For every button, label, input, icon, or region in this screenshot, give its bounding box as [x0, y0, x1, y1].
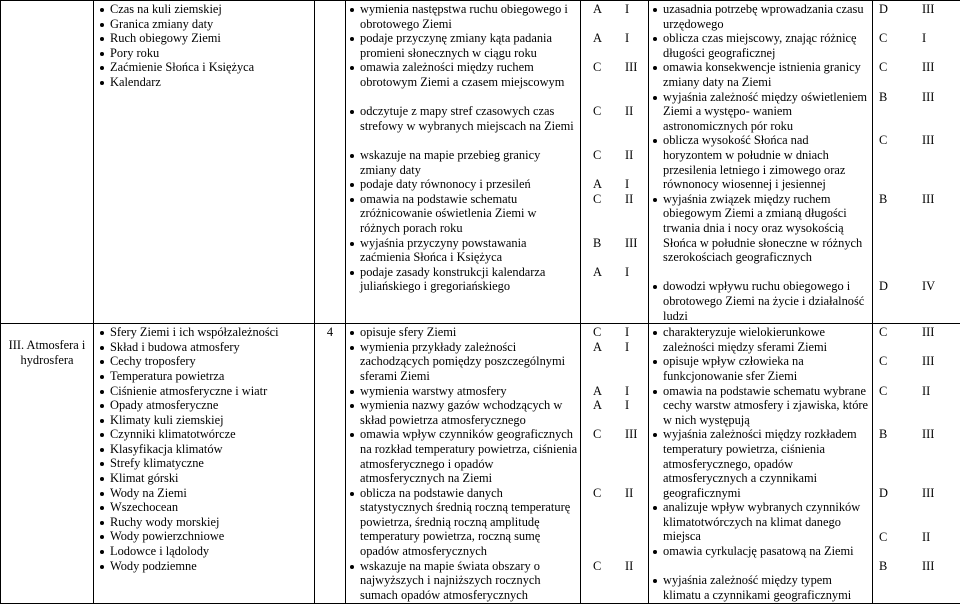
requirement-code-row — [583, 265, 648, 294]
requirement-taxonomy: II — [922, 383, 931, 398]
requirement-taxonomy: I — [625, 325, 630, 340]
requirement-taxonomy: I — [625, 383, 630, 398]
requirement-item — [651, 192, 870, 280]
topic-item: Klasyfikacja klimatów — [96, 442, 312, 457]
topic-item: Wody podziemne — [96, 559, 312, 574]
topic-item: Skład i budowa atmosfery — [96, 340, 312, 355]
requirement-taxonomy: III — [922, 60, 935, 75]
requirement-item — [348, 427, 578, 485]
requirement-taxonomy: I — [625, 339, 630, 354]
requirement-taxonomy: III — [625, 427, 638, 442]
requirement-text: podaje przyczynę zmiany kąta padania promieni słonecznych w ciągu roku — [360, 31, 552, 60]
extended-requirements-cell — [649, 1, 873, 324]
requirement-item — [348, 148, 578, 177]
requirement-text: oblicza wysokość Słońca nad horyzontem w południe w dniach przesilenia letniego i zimowego oraz równonocy wiosennej i jesiennej — [663, 133, 846, 192]
requirement-item — [651, 279, 870, 323]
requirement-text: oblicza na podstawie danych statystycznych średnią roczną temperaturę powietrza, średnią roczną amplitudę temperatury powietrza, roczną sumę opadów atmosferycznych — [360, 485, 571, 559]
requirement-level: C — [879, 31, 888, 46]
topic-item: Sfery Ziemi i ich współzależności — [96, 325, 312, 340]
requirement-level: D — [879, 279, 888, 294]
basic-requirements-list — [348, 325, 578, 602]
requirement-code-row — [583, 31, 648, 60]
topics-cell — [94, 1, 315, 324]
topic-item: Wszechocean — [96, 500, 312, 515]
requirement-level: C — [593, 147, 602, 162]
requirement-item — [651, 325, 870, 354]
requirement-item — [348, 104, 578, 148]
requirement-item — [651, 2, 870, 31]
requirement-text: wyjaśnia przyczyny powstawania zaćmienia Słońca i Księżyca — [360, 235, 527, 265]
table-row — [1, 1, 960, 324]
requirement-code-row — [583, 427, 648, 485]
requirement-taxonomy: III — [922, 191, 935, 206]
requirement-item — [651, 90, 870, 134]
hours-cell: 4 — [315, 324, 346, 604]
requirement-level: C — [593, 191, 602, 206]
requirement-taxonomy: II — [625, 147, 634, 162]
requirement-item — [348, 60, 578, 104]
requirement-level: B — [879, 191, 888, 206]
requirement-level: A — [593, 31, 602, 46]
requirement-level: B — [879, 89, 888, 104]
requirement-item — [348, 384, 578, 399]
requirement-taxonomy: III — [625, 235, 638, 250]
requirement-taxonomy: I — [625, 177, 630, 192]
requirement-text: charakteryzuje wielokierunkowe zależności między sferami Ziemi — [663, 325, 828, 354]
requirement-item — [651, 384, 870, 428]
basic-requirements-cell — [346, 324, 581, 604]
requirement-item — [348, 31, 578, 60]
requirement-level: B — [593, 235, 602, 250]
requirement-level: C — [879, 383, 888, 398]
requirement-item — [651, 60, 870, 89]
requirement-text: omawia na podstawie schematu zróżnicowanie oświetlenia Ziemi w różnych porach roku — [360, 191, 537, 235]
requirement-text: omawia wpływ czynników geograficznych na rozkład temperatury powietrza, ciśnienia atmosferycznego i opadów atmosferycznych na Ziemi — [360, 427, 578, 486]
requirement-code-row — [583, 340, 648, 384]
extended-requirements-list — [651, 2, 870, 323]
requirement-item — [348, 177, 578, 192]
requirement-item — [651, 354, 870, 383]
requirement-taxonomy: III — [625, 60, 638, 75]
requirement-taxonomy: III — [922, 2, 935, 16]
requirement-text: wyjaśnia związek między ruchem obiegowym Ziemi a zmianą długości trwania dnia i nocy oraz wysokością Słońca w południe słoneczne w różnych szerokościach geograficznych — [663, 191, 863, 265]
requirement-level: D — [879, 485, 888, 500]
requirement-text: wyjaśnia zależność między oświetleniem Ziemi a występo- waniem astronomicznych pór roku — [663, 89, 868, 133]
requirement-code-row — [583, 398, 648, 427]
requirement-code-row — [875, 90, 960, 134]
topic-item: Czynniki klimatotwórcze — [96, 427, 312, 442]
topic-item: Temperatura powietrza — [96, 369, 312, 384]
requirement-text: wymienia przykłady zależności zachodzących pomiędzy poszczególnymi sferami Ziemi — [360, 339, 566, 383]
requirement-taxonomy: I — [625, 264, 630, 279]
requirement-text: analizuje wpływ wybranych czynników klimatotwórczych na klimat danego miejsca — [663, 500, 861, 544]
requirement-text: opisuje sfery Ziemi — [360, 325, 457, 340]
requirement-code-row — [875, 354, 960, 383]
requirement-level: C — [593, 558, 602, 573]
requirement-level: A — [593, 264, 602, 279]
requirement-text: omawia na podstawie schematu wybrane cechy warstw atmosfery i zjawiska, które w nich występują — [663, 383, 869, 427]
extended-requirements-list — [651, 325, 870, 602]
requirement-level: C — [593, 485, 602, 500]
requirement-code-row — [583, 60, 648, 104]
requirement-text: wyjaśnia zależność między typem klimatu a czynnikami geograficznymi — [663, 573, 852, 602]
requirement-code-row — [875, 192, 960, 280]
topic-item: Czas na kuli ziemskiej — [96, 2, 312, 17]
requirement-level: B — [879, 427, 888, 442]
requirement-level: A — [593, 2, 602, 16]
requirement-item — [651, 427, 870, 500]
requirement-item — [651, 500, 870, 544]
requirement-taxonomy: III — [922, 354, 935, 369]
topic-item: Klimaty kuli ziemskiej — [96, 413, 312, 428]
topic-item: Kalendarz — [96, 75, 312, 90]
topic-item: Opady atmosferyczne — [96, 398, 312, 413]
requirement-item — [651, 573, 870, 602]
requirement-text: omawia zależności między ruchem obrotowym Ziemi a czasem miejscowym — [360, 60, 565, 89]
requirement-taxonomy: III — [922, 427, 935, 442]
requirement-code-row — [583, 559, 648, 603]
requirement-level: C — [593, 427, 602, 442]
requirement-code-row — [875, 486, 960, 530]
extended-requirements-codes-cell — [873, 1, 960, 324]
requirement-code-row — [875, 279, 960, 323]
topic-item: Wody na Ziemi — [96, 486, 312, 501]
requirement-code-row — [875, 384, 960, 428]
requirement-item — [348, 192, 578, 236]
requirement-text: wyjaśnia zależności między rozkładem temperatury powietrza, ciśnienia atmosferycznego, opadów atmosferycznych a czynnikami geograficznymi — [663, 427, 857, 500]
requirement-item — [348, 236, 578, 265]
requirement-taxonomy: II — [625, 191, 634, 206]
requirement-text: wymienia nazwy gazów wchodzących w skład powietrza atmosferycznego — [360, 398, 563, 427]
requirement-code-row — [875, 2, 960, 31]
category-cell — [1, 1, 94, 324]
requirement-text: wskazuje na mapie przebieg granicy zmiany daty — [360, 147, 541, 177]
requirement-item — [348, 325, 578, 340]
topic-item: Zaćmienie Słońca i Księżyca — [96, 60, 312, 75]
requirement-level: D — [879, 2, 888, 16]
requirement-code-row — [875, 31, 960, 60]
topic-item: Lodowce i lądolody — [96, 544, 312, 559]
requirement-item — [348, 265, 578, 294]
requirement-level: C — [879, 60, 888, 75]
hours-cell — [315, 1, 346, 324]
requirement-taxonomy: II — [625, 104, 634, 119]
requirement-taxonomy: III — [922, 325, 935, 340]
requirement-item — [651, 133, 870, 191]
topic-item: Strefy klimatyczne — [96, 456, 312, 471]
topic-item: Ruch obiegowy Ziemi — [96, 31, 312, 46]
requirement-item — [651, 31, 870, 60]
requirement-item — [651, 544, 870, 573]
requirement-taxonomy: III — [922, 89, 935, 104]
requirement-taxonomy: I — [922, 31, 927, 46]
requirement-level: C — [593, 104, 602, 119]
requirement-code-row — [583, 148, 648, 177]
requirement-code-row — [583, 325, 648, 340]
requirement-text: omawia konsekwencje istnienia granicy zmiany daty na Ziemi — [663, 60, 861, 89]
requirement-taxonomy: III — [922, 133, 935, 148]
requirement-code-row — [875, 427, 960, 485]
extended-requirements-codes-cell — [873, 324, 960, 604]
requirement-code-row — [583, 177, 648, 192]
topic-item: Cechy troposfery — [96, 354, 312, 369]
requirement-item — [348, 340, 578, 384]
requirement-code-row — [583, 384, 648, 399]
requirement-item — [348, 398, 578, 427]
requirement-text: dowodzi wpływu ruchu obiegowego i obrotowego Ziemi na życie i działalność ludzi — [663, 279, 865, 323]
requirement-taxonomy: I — [625, 2, 630, 16]
requirement-code-row — [875, 530, 960, 559]
requirement-level: C — [593, 325, 602, 340]
requirement-code-row — [875, 60, 960, 89]
requirement-text: podaje zasady konstrukcji kalendarza juliańskiego i gregoriańskiego — [360, 264, 546, 294]
requirement-taxonomy: II — [922, 529, 931, 544]
requirement-code-row — [583, 486, 648, 559]
topic-item: Pory roku — [96, 46, 312, 61]
requirement-text: wymienia warstwy atmosfery — [360, 383, 507, 398]
requirement-item — [348, 2, 578, 31]
requirement-text: oblicza czas miejscowy, znając różnicę długości geograficznej — [663, 31, 857, 60]
requirement-level: C — [879, 325, 888, 340]
requirement-taxonomy: II — [625, 485, 634, 500]
basic-requirements-codes-cell — [581, 1, 649, 324]
requirement-level: A — [593, 398, 602, 413]
topics-cell — [94, 324, 315, 604]
extended-requirements-cell — [649, 324, 873, 604]
requirement-code-row — [875, 133, 960, 191]
requirement-text: uzasadnia potrzebę wprowadzania czasu urzędowego — [663, 2, 864, 31]
requirement-level: C — [593, 60, 602, 75]
requirement-code-row — [875, 325, 960, 354]
table-row — [1, 324, 960, 604]
requirement-code-row — [583, 236, 648, 265]
topic-item: Granica zmiany daty — [96, 17, 312, 32]
requirement-code-row — [583, 2, 648, 31]
topics-list — [96, 2, 312, 90]
requirement-level: A — [593, 383, 602, 398]
requirement-text: podaje daty równonocy i przesileń — [360, 177, 531, 192]
requirement-code-row — [583, 104, 648, 148]
requirement-code-row — [583, 192, 648, 236]
basic-requirements-codes-cell — [581, 324, 649, 604]
requirement-code-row — [875, 559, 960, 588]
requirement-level: C — [879, 133, 888, 148]
category-cell: III. Atmosfera i hydrosfera — [1, 324, 94, 604]
requirement-taxonomy: II — [625, 558, 634, 573]
requirement-text: wskazuje na mapie świata obszary o najwyższych i najniższych rocznych sumach opadów atmosferycznych — [360, 558, 541, 602]
requirement-taxonomy: III — [922, 558, 935, 573]
topic-item: Ciśnienie atmosferyczne i wiatr — [96, 384, 312, 399]
topic-item: Wody powierzchniowe — [96, 529, 312, 544]
requirement-text: wymienia następstwa ruchu obiegowego i obrotowego Ziemi — [360, 2, 568, 31]
requirement-text: odczytuje z mapy stref czasowych czas strefowy w wybranych miejscach na Ziemi — [360, 104, 574, 133]
requirement-text: opisuje wpływ człowieka na funkcjonowanie sfer Ziemi — [663, 354, 804, 383]
requirement-level: C — [879, 529, 888, 544]
topics-list — [96, 325, 312, 573]
requirement-taxonomy: I — [625, 31, 630, 46]
requirement-item — [348, 559, 578, 603]
requirement-level: C — [879, 354, 888, 369]
requirement-level: A — [593, 339, 602, 354]
requirement-level: A — [593, 177, 602, 192]
requirement-item — [348, 486, 578, 559]
requirement-taxonomy: IV — [922, 279, 936, 294]
requirement-text: omawia cyrkulację pasatową na Ziemi — [663, 544, 854, 559]
requirement-taxonomy: I — [625, 398, 630, 413]
basic-requirements-cell — [346, 1, 581, 324]
topic-item: Ruchy wody morskiej — [96, 515, 312, 530]
topic-item: Klimat górski — [96, 471, 312, 486]
requirement-level: B — [879, 558, 888, 573]
requirement-taxonomy: III — [922, 485, 935, 500]
basic-requirements-list — [348, 2, 578, 294]
